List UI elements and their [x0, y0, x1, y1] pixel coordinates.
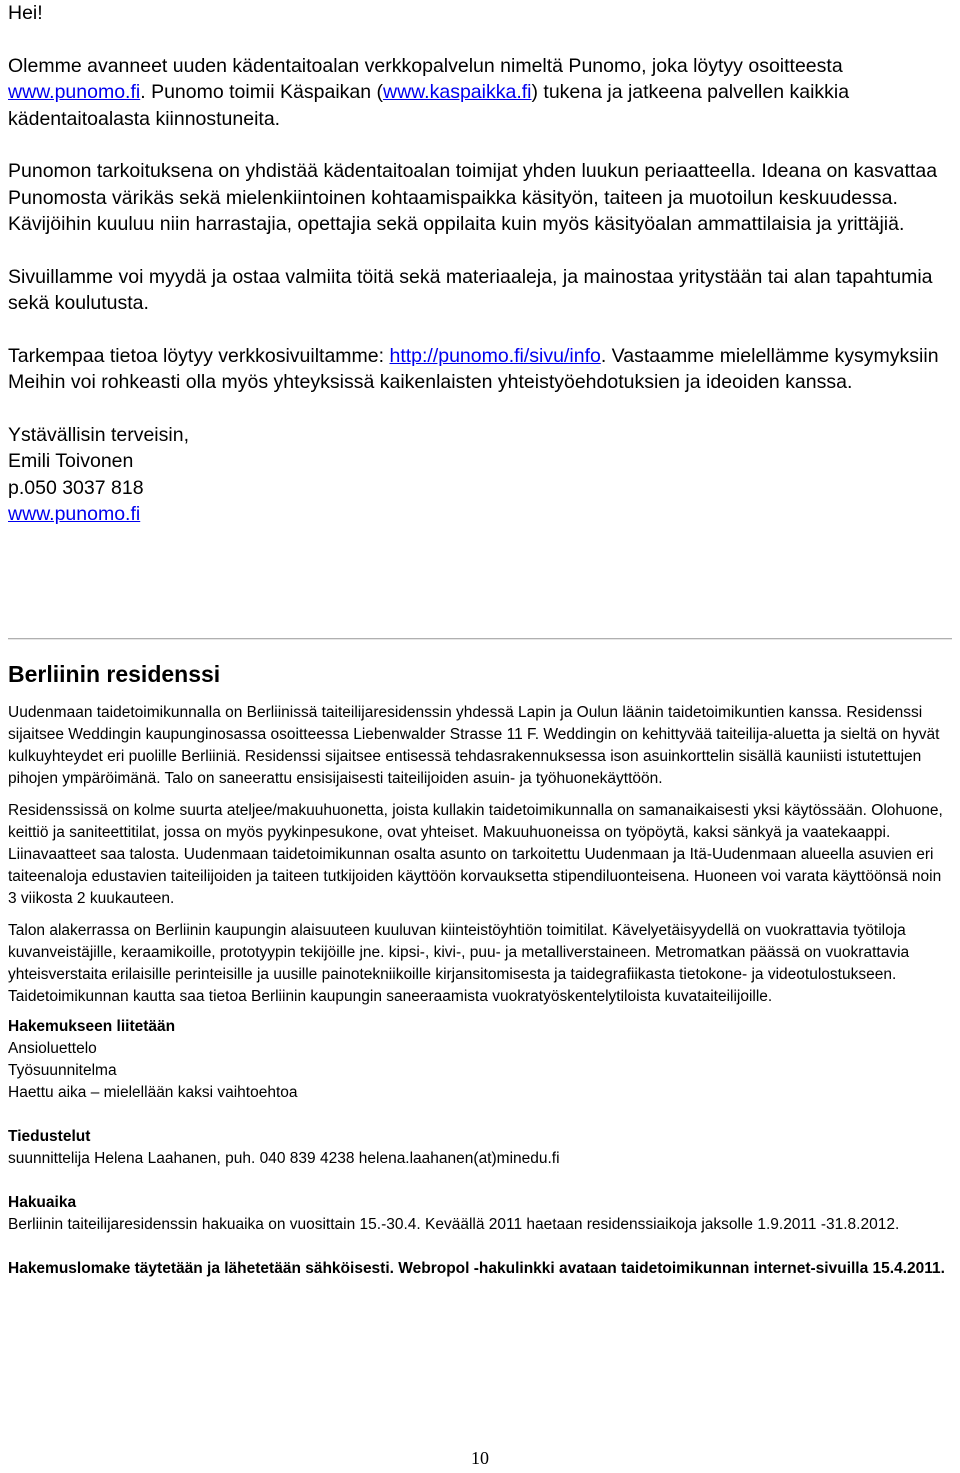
- paragraph-text: ) tukena ja jatkeena palvellen kaikkia kädentaitoalasta kiinnostuneita.: [8, 81, 850, 130]
- letter-paragraph-2: Punomon tarkoituksena on yhdistää kädentaitoalan toimijat yhden luukun periaatteella. Ideana on kasvattaa Punomosta värikäs sekä mielenkiintoinen kohtaamispaikka käsityön, taiteen ja muotoilun keskuudessa. Kävijöihin kuuluu niin harrastajia, opettajia sekä oppilaita kuin myös käsityöalan ammattilaisia ja yrittäjiä.: [8, 160, 938, 235]
- signer-name: Emili Toivonen: [8, 450, 134, 472]
- paragraph-text: Olemme avanneet uuden kädentaitoalan verkkopalvelun nimeltä Punomo, joka löytyy osoitteesta: [8, 54, 843, 77]
- letter-paragraph-3: Sivuillamme voi myydä ja ostaa valmiita töitä sekä materiaaleja, ja mainostaa yritystään tai alan tapahtumia sekä koulutusta.: [8, 265, 933, 314]
- closing: Ystävällisin terveisin,: [8, 423, 189, 446]
- attachment-item: Haettu aika – mielellään kaksi vaihtoehtoa: [8, 1084, 298, 1101]
- info-page-link[interactable]: http://punomo.fi/sivu/info: [389, 344, 601, 367]
- signature-block: [8, 422, 953, 528]
- residency-section: [8, 702, 952, 1280]
- kaspaikka-link[interactable]: www.kaspaikka.fi: [383, 81, 532, 103]
- section-heading: Berliinin residenssi: [8, 661, 221, 687]
- inquiries-label: Tiedustelut: [8, 1128, 91, 1145]
- signer-phone: p.050 3037 818: [8, 476, 144, 499]
- residency-paragraph-1: Uudenmaan taidetoimikunnalla on Berliinissä taiteilijaresidenssin yhdessä Lapin ja Oulun läänin taidetoimikuntien kanssa. Residenssi sijaitsee Weddingin kaupunginosassa osoitteessa Liebenwalder Strasse 11 F. Weddingin on kehittyvää taiteilija-aluetta ja sieltä on hyvät kulkuyhteydet eri puolille Berliiniä. Residenssi sijaitsee entisessä tehdasrakennuksessa ison asuinkorttelin sisällä kauniisti istutettujen pihojen ympäröimänä. Talo on saneerattu ensisijaisesti taiteilijoiden asuin- ja työhuonekäyttöön.: [8, 704, 940, 787]
- letter-body: [8, 0, 953, 528]
- application-period-text: Berliinin taiteilijaresidenssin hakuaika on vuosittain 15.-30.4. Keväällä 2011 haetaan residenssiaikoja jaksolle 1.9.2011 -31.8.2012.: [8, 1216, 900, 1233]
- attachments-label: Hakemukseen liitetään: [8, 1018, 176, 1035]
- letter-paragraph-4: [8, 343, 953, 396]
- signature-link[interactable]: www.punomo.fi: [8, 503, 141, 525]
- paragraph-text: . Vastaamme mielellämme kysymyksiin Meihin voi rohkeasti olla myös yhteyksissä kaikenlaisten yhteistyöehdotuksien ja ideoiden kanssa.: [8, 344, 939, 393]
- attachment-item: Työsuunnitelma: [8, 1062, 117, 1079]
- residency-paragraph-3: Talon alakerrassa on Berliinin kaupungin alaisuuteen kuuluvan kiinteistöyhtiön toimitilat. Kävelyetäisyydellä on vuokrattavia työtiloja kuvanveistäjille, keraamikoille, prototyypin tekijöille jne. kipsi-, kivi-, puu- ja metalliverstaineen. Metromatkan päässä on vuokrattavia yhteisverstaita erilaisille perinteisille ja uusille painotekniikoille kirjansitomisesta ja taidegrafiikasta tietokone- ja videotulostukseen. Taidetoimikunnan kautta saa tietoa Berliinin kaupungin saneeraamista vuokratyöskentelytiloista kuvataiteilijoille.: [8, 922, 910, 1005]
- residency-paragraph-2: Residenssissä on kolme suurta ateljee/makuuhuonetta, joista kullakin taidetoimikunnalla on samanaikaisesti yksi käytössään. Olohuone, keittiö ja saniteettitilat, jossa on myös pyykinpesukone, ovat yhteiset. Makuuhuoneissa on työpöytä, kaksi sänkyä ja vaatekaappi. Liinavaatteet saa talosta. Uudenmaan taidetoimikunnan osalta asunto on tarkoitettu Uudenmaan ja Itä-Uudenmaan alueella asuvien eri taiteenaloja edustavien taiteilijoiden ja taiteen tutkijoiden käyttöön korvauksetta stipendiluonteisena. Huoneen voi varata käyttöönsä noin 3 viikosta 2 kuukauteen.: [8, 802, 943, 907]
- application-note: Hakemuslomake täytetään ja lähetetään sähköisesti. Webropol -hakulinkki avataan taidetoimikunnan internet-sivuilla 15.4.2011.: [8, 1260, 945, 1277]
- letter-paragraph-1: [8, 53, 953, 133]
- greeting: Hei!: [8, 2, 43, 24]
- paragraph-text: Tarkempaa tietoa löytyy verkkosivuiltamme:: [8, 344, 390, 367]
- paragraph-text: . Punomo toimii Käspaikan (: [140, 81, 384, 103]
- punomo-link[interactable]: www.punomo.fi: [8, 81, 141, 103]
- horizontal-divider: [8, 638, 952, 640]
- application-period-label: Hakuaika: [8, 1194, 77, 1211]
- attachment-item: Ansioluettelo: [8, 1040, 97, 1057]
- page-number: 10: [471, 1448, 489, 1468]
- inquiries-text: suunnittelija Helena Laahanen, puh. 040 839 4238 helena.laahanen(at)minedu.fi: [8, 1150, 560, 1167]
